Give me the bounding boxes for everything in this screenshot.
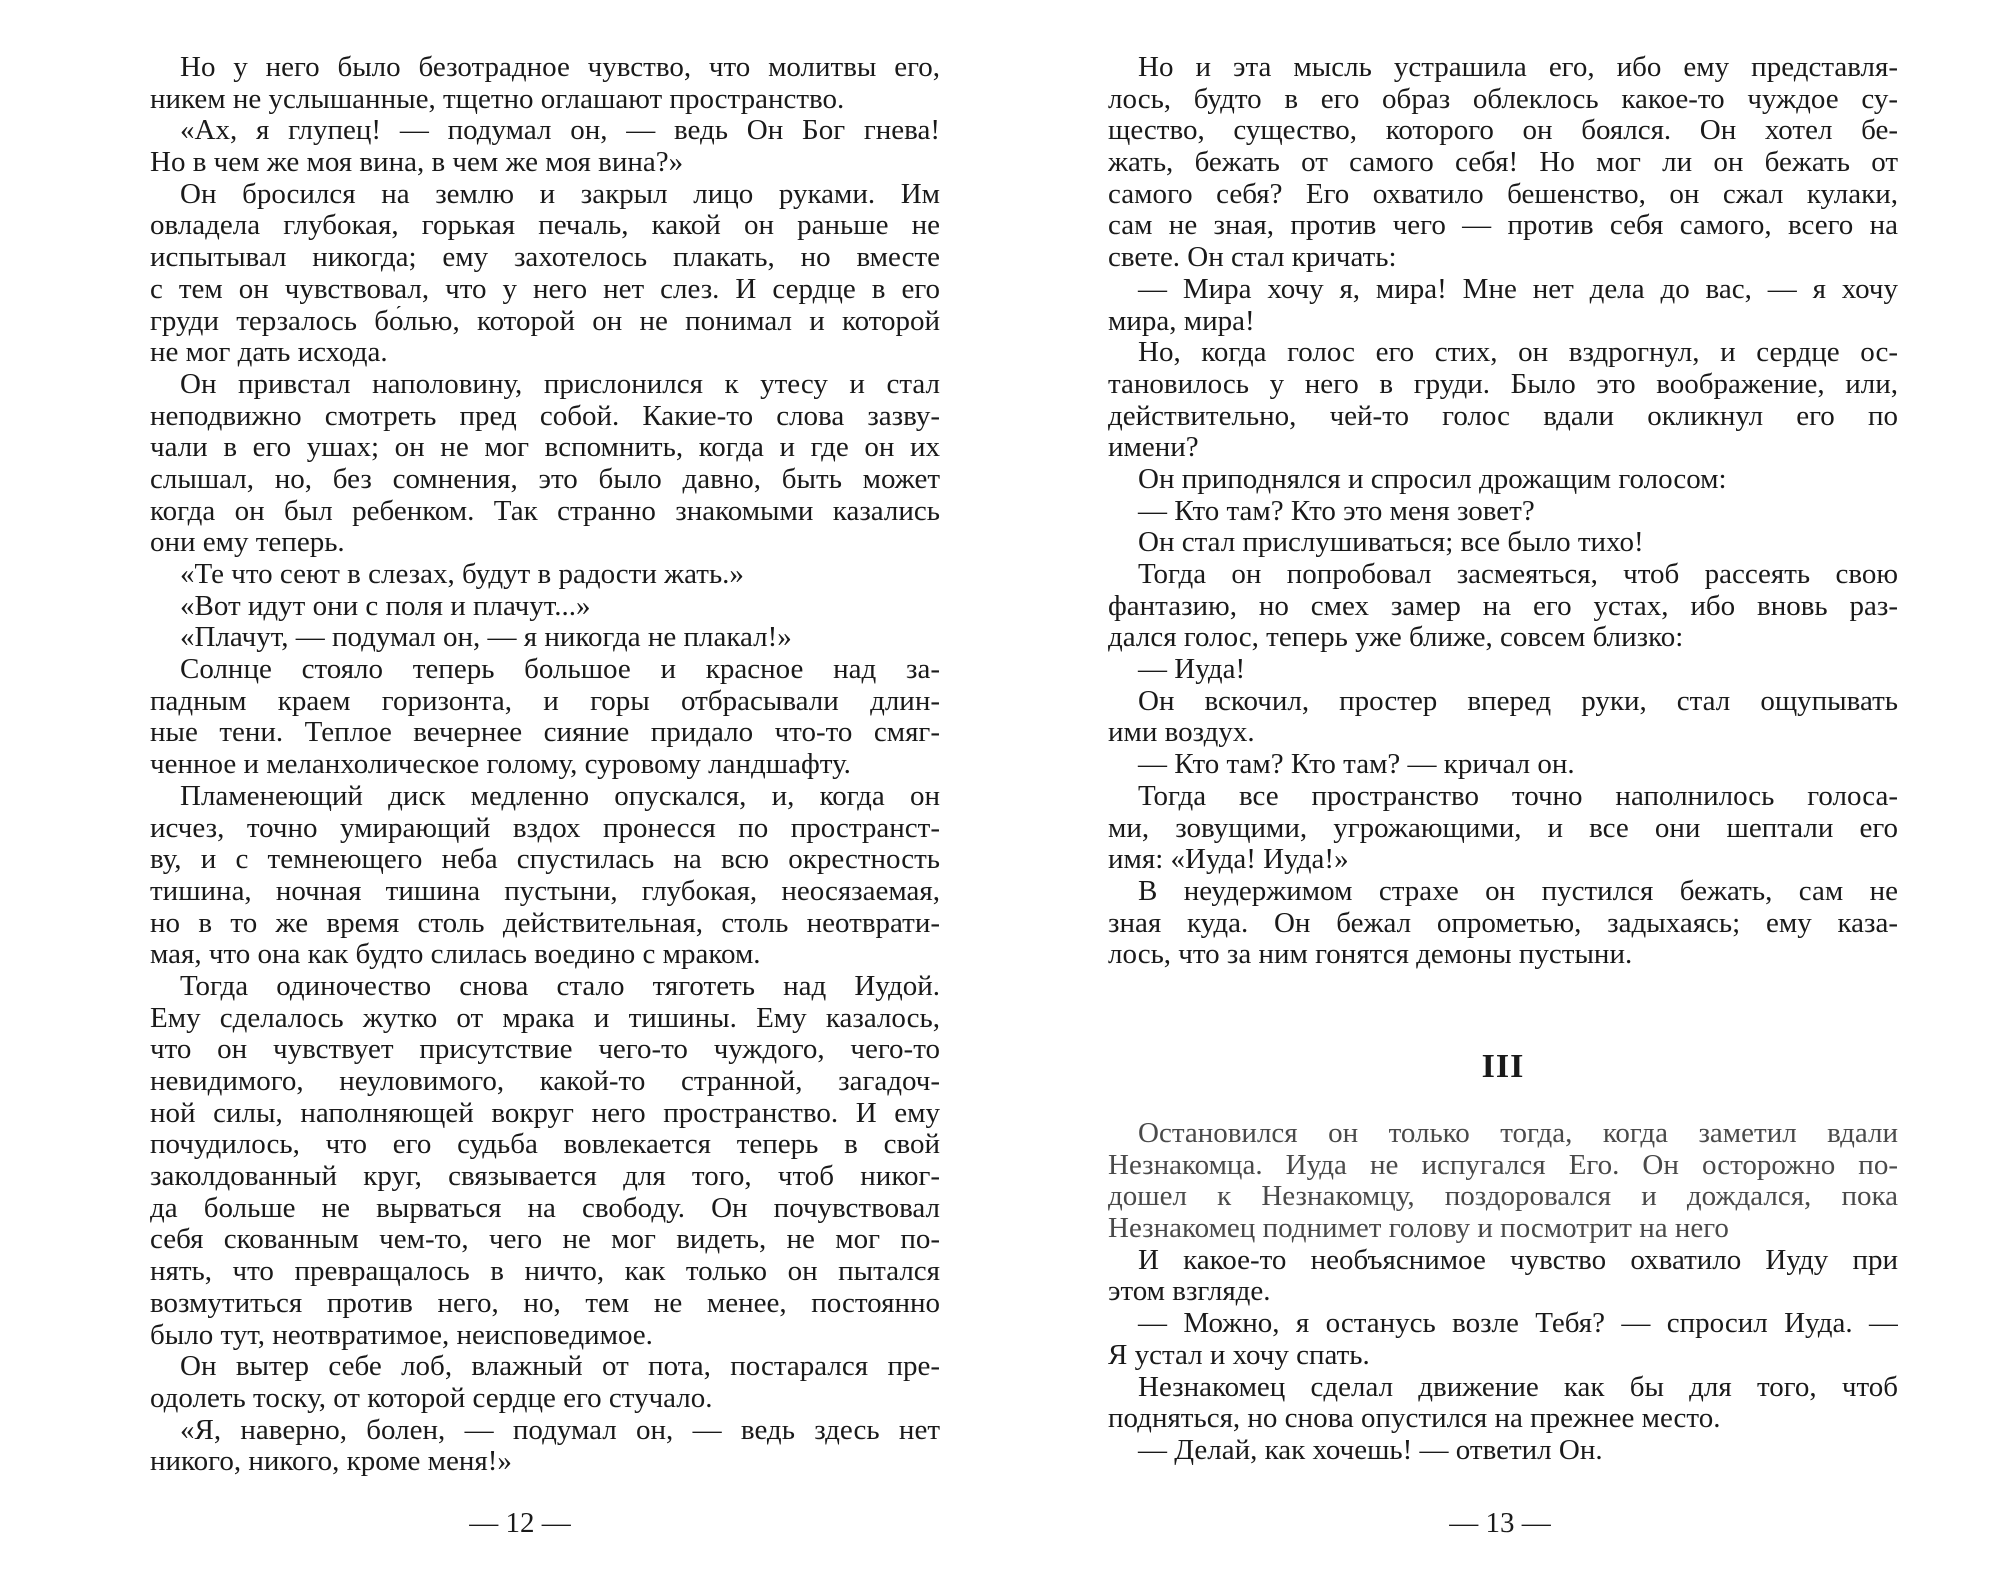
text-line: лось, что за ним гонятся демоны пустыни. (1108, 939, 1633, 971)
text-line: — Иуда! (1138, 654, 1246, 686)
text-line: этом взгляде. (1108, 1276, 1271, 1308)
text-line: не мог дать исхода. (150, 337, 388, 369)
text-line: невидимого, неуловимого, какой-то странной, загадоч- (150, 1066, 940, 1097)
text-line: — Кто там? Кто это меня зовет? (1138, 495, 1535, 527)
text-line: они ему теперь. (150, 527, 345, 559)
text-line: никого, никого, кроме меня!» (150, 1446, 512, 1478)
text-line: Я устал и хочу спать. (1108, 1339, 1370, 1371)
text-line: Но у него было безотрадное чувство, что молитвы его, (180, 52, 940, 83)
text-line: — Делай, как хочешь! — ответил Он. (1138, 1434, 1603, 1466)
text-line: было тут, неотвратимое, неисповедимое. (150, 1319, 653, 1351)
text-line: груди терзалось бо́лью, которой он не понимал и которой (150, 305, 940, 337)
text-line: тишина, ночная тишина пустыни, глубокая, неосязаемая, (150, 875, 940, 907)
text-line: Ему сделалось жутко от мрака и тишины. Ему казалось, (150, 1002, 940, 1034)
text-line: заколдованный круг, связывается для того, чтоб никог- (150, 1161, 940, 1193)
right-page (1000, 0, 2000, 1570)
text-line: себя скованным чем-то, чего не мог видеть, не мог по- (150, 1224, 940, 1256)
text-line: «Те что сеют в слезах, будут в радости жать.» (180, 559, 744, 590)
text-line: фантазию, но смех замер на его устах, ибо вновь раз- (1108, 590, 1898, 622)
text-line: возмутиться против него, но, тем не менее, постоянно (150, 1287, 940, 1319)
text-line: подняться, но снова опустился на прежнее место. (1108, 1403, 1721, 1435)
text-line: слышал, но, без сомнения, это было давно, быть может (150, 463, 940, 495)
right-page-number: — 13 — (1449, 1507, 1551, 1539)
text-line: «Вот идут они с поля и плачут...» (180, 590, 591, 622)
text-line: Тогда он попробовал засмеяться, чтоб рассеять свою (1138, 559, 1898, 590)
text-line: с тем он чувствовал, что у него нет слез. И сердце в его (150, 273, 940, 305)
text-line: Незнакомец сделал движение как бы для того, чтоб (1138, 1371, 1898, 1403)
text-line: имя: «Иуда! Иуда!» (1108, 844, 1349, 876)
text-line: ми, зовущими, угрожающими, и все они шептали его (1108, 812, 1898, 844)
text-line: Остановился он только тогда, когда заметил вдали (1138, 1118, 1898, 1149)
text-line: Он вытер себе лоб, влажный от пота, постарался пре- (180, 1351, 940, 1383)
text-line: «Плачут, — подумал он, — я никогда не плакал!» (180, 622, 792, 654)
text-line: мира, мира! (1108, 305, 1255, 337)
text-line: Но в чем же моя вина, в чем же моя вина?» (150, 147, 684, 179)
text-line: Он бросился на землю и закрыл лицо руками. Им (180, 178, 940, 210)
text-line: — Мира хочу я, мира! Мне нет дела до вас, — я хочу (1138, 273, 1898, 305)
text-line: Тогда одиночество снова стало тяготеть над Иудой. (180, 970, 940, 1002)
text-line: овладела глубокая, горькая печаль, какой он раньше не (150, 210, 940, 242)
text-line: сам не зная, против чего — против себя самого, всего на (1108, 210, 1898, 242)
text-line: Незнакомец поднимет голову и посмотрит на него (1108, 1213, 1729, 1245)
section-three-text (1108, 1118, 1898, 1467)
text-line: падным краем горизонта, и горы отбрасывали длин- (150, 685, 940, 717)
text-line: да больше не вырваться на свободу. Он почувствовал (150, 1192, 940, 1224)
text-line: когда он был ребенком. Так странно знакомыми казались (150, 495, 940, 527)
text-line: чали в его ушах; он не мог вспомнить, когда и где он их (150, 432, 940, 464)
text-line: И какое-то необъяснимое чувство охватило Иуду при (1138, 1244, 1898, 1276)
text-line: исчез, точно умирающий вздох пронесся по пространст- (150, 812, 940, 844)
text-line: самого себя? Его охватило бешенство, он сжал кулаки, (1108, 178, 1898, 210)
text-line: что он чувствует присутствие чего-то чуждого, чего-то (150, 1034, 940, 1066)
text-line: В неудержимом страхе он пустился бежать, сам не (1138, 875, 1898, 907)
text-line: почудилось, что его судьба вовлекается теперь в свой (150, 1129, 940, 1161)
text-line: Но, когда голос его стих, он вздрогнул, и сердце ос- (1138, 337, 1898, 369)
text-line: действительно, чей-то голос вдали окликнул его по (1108, 400, 1898, 432)
text-line: ченное и меланхолическое голому, суровому ландшафту. (150, 749, 851, 781)
text-line: Он привстал наполовину, прислонился к утесу и стал (180, 368, 940, 400)
text-line: никем не услышанные, тщетно оглашают пространство. (150, 83, 845, 115)
text-line: испытывал никогда; ему захотелось плакать, но вместе (150, 242, 940, 274)
text-line: дался голос, теперь уже ближе, совсем близко: (1108, 622, 1684, 654)
text-line: Но и эта мысль устрашила его, ибо ему представля- (1138, 52, 1898, 83)
text-line: «Ах, я глупец! — подумал он, — ведь Он Бог гнева! (180, 115, 940, 147)
text-line: «Я, наверно, болен, — подумал он, — ведь здесь нет (180, 1414, 940, 1446)
left-page-number: — 12 — (469, 1507, 571, 1539)
text-line: одолеть тоску, от которой сердце его стучало. (150, 1382, 713, 1414)
text-line: ной силы, наполняющей вокруг него пространство. И ему (150, 1097, 940, 1129)
text-line: имени? (1108, 432, 1199, 464)
text-line: Незнакомца. Иуда не испугался Его. Он осторожно по- (1108, 1149, 1898, 1181)
right-page-text (1108, 52, 1898, 971)
text-line: Пламенеющий диск медленно опускался, и, когда он (180, 780, 940, 812)
text-line: тановилось у него в груди. Было это воображение, или, (1108, 368, 1898, 400)
text-line: зная куда. Он бежал опрометью, задыхаясь; ему каза- (1108, 907, 1898, 939)
text-line: неподвижно смотреть пред собой. Какие-то слова зазву- (150, 400, 940, 432)
text-line: — Можно, я останусь возле Тебя? — спросил Иуда. — (1138, 1308, 1898, 1340)
text-line: дошел к Незнакомцу, поздоровался и дождался, пока (1108, 1181, 1898, 1213)
text-line: ими воздух. (1108, 717, 1255, 749)
left-page-text (150, 52, 940, 1478)
text-line: Он вскочил, простер вперед руки, стал ощупывать (1138, 685, 1898, 717)
text-line: Тогда все пространство точно наполнилось голоса- (1138, 780, 1898, 812)
text-line: но в то же время столь действительная, столь неотврати- (150, 907, 940, 939)
text-line: мая, что она как будто слилась воедино с мраком. (150, 939, 761, 971)
text-line: лось, будто в его образ облеклось какое-то чуждое су- (1108, 83, 1898, 115)
text-line: Он приподнялся и спросил дрожащим голосом: (1138, 463, 1727, 495)
text-line: жать, бежать от самого себя! Но мог ли он бежать от (1108, 147, 1898, 179)
text-line: Он стал прислушиваться; все было тихо! (1138, 527, 1644, 559)
section-heading: III (1481, 1048, 1525, 1085)
text-line: щество, существо, которого он боялся. Он хотел бе- (1108, 115, 1898, 147)
text-line: нять, что превращалось в ничто, как только он пытался (150, 1256, 940, 1288)
text-line: — Кто там? Кто там? — кричал он. (1138, 749, 1575, 781)
text-line: Солнце стояло теперь большое и красное над за- (180, 654, 940, 686)
text-line: свете. Он стал кричать: (1108, 242, 1397, 274)
text-line: ву, и с темнеющего неба спустилась на всю окрестность (150, 844, 940, 876)
text-line: ные тени. Теплое вечернее сияние придало что-то смяг- (150, 717, 940, 749)
